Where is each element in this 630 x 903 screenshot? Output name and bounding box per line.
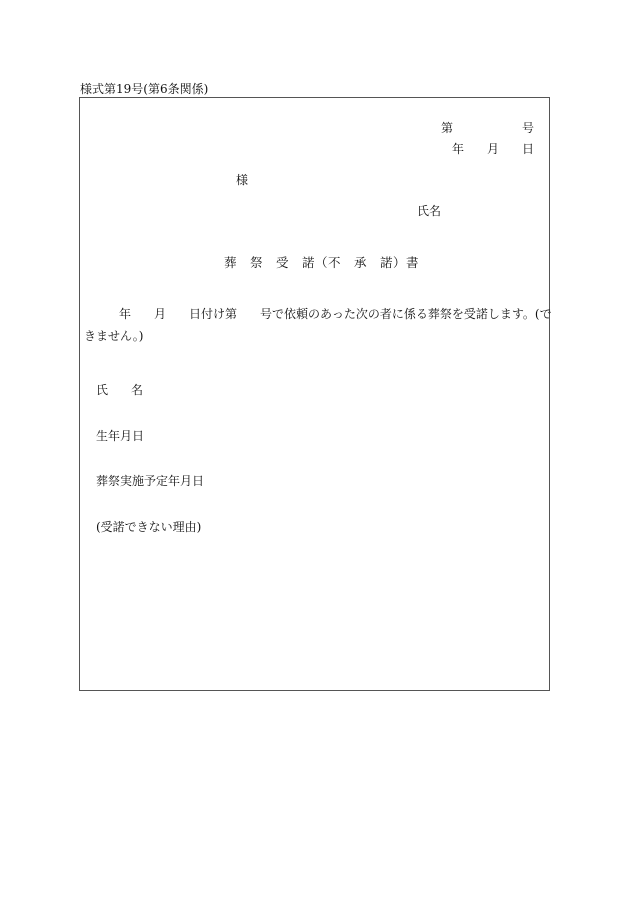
body-day-ref: 日付け第 <box>189 307 238 321</box>
number-prefix: 第 <box>441 121 454 135</box>
field-birth-date: 生年月日 <box>96 429 145 443</box>
field-refusal-reason: (受諾できない理由) <box>96 520 202 534</box>
date-year: 年 <box>452 142 465 156</box>
number-suffix: 号 <box>522 121 535 135</box>
addressee-suffix: 様 <box>236 173 249 187</box>
body-continuation: きません。) <box>84 329 144 343</box>
form-number-label: 様式第19号(第6条関係) <box>80 82 209 96</box>
date-month: 月 <box>487 142 500 156</box>
document-title: 葬 祭 受 諾（不 承 諾）書 <box>224 255 420 270</box>
field-name-second: 名 <box>131 383 144 397</box>
field-name-first: 氏 <box>96 383 109 397</box>
date-day: 日 <box>522 142 535 156</box>
body-main-text: 号で依頼のあった次の者に係る葬祭を受諾します。(で <box>260 307 552 321</box>
field-funeral-date: 葬祭実施予定年月日 <box>96 474 205 488</box>
body-year: 年 <box>119 307 132 321</box>
sender-name-label: 氏名 <box>417 204 442 218</box>
body-month: 月 <box>154 307 167 321</box>
document-frame <box>79 97 550 691</box>
